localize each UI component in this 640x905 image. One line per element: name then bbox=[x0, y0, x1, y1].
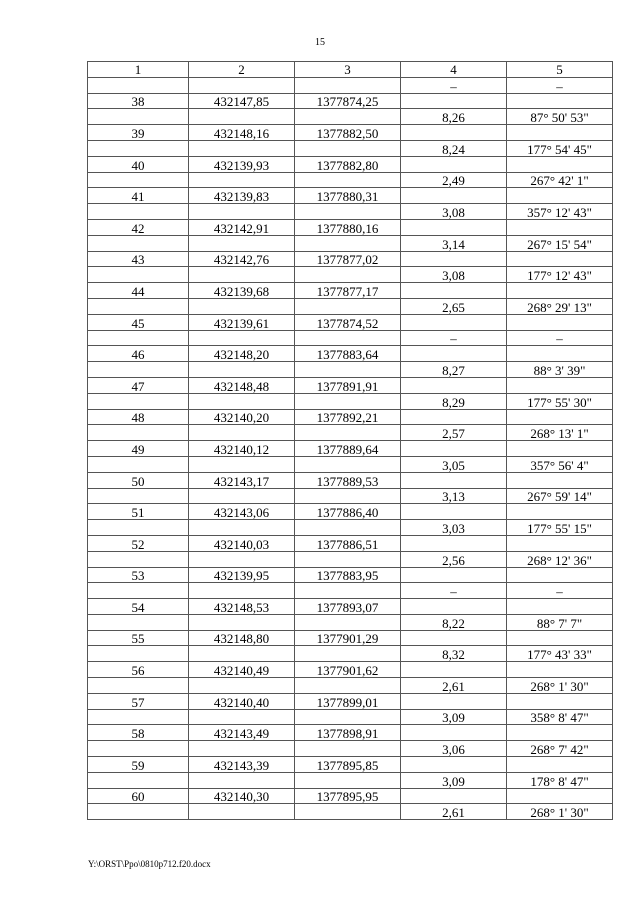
table-row bbox=[88, 709, 613, 725]
x-coordinate-cell bbox=[189, 298, 295, 314]
x-coordinate-cell bbox=[189, 109, 295, 125]
table-row bbox=[88, 614, 613, 630]
bearing-cell: 177° 55' 15" bbox=[507, 520, 613, 536]
bearing-cell: 87° 50' 53" bbox=[507, 109, 613, 125]
length-cell bbox=[401, 188, 507, 204]
point-number-cell bbox=[88, 109, 189, 125]
length-cell: 8,27 bbox=[401, 362, 507, 378]
x-coordinate-cell: 432140,12 bbox=[189, 441, 295, 457]
y-coordinate-cell bbox=[295, 330, 401, 346]
x-coordinate-cell: 432139,95 bbox=[189, 567, 295, 583]
table-row bbox=[88, 314, 613, 330]
length-cell bbox=[401, 377, 507, 393]
y-coordinate-cell bbox=[295, 678, 401, 694]
bearing-cell: 177° 12' 43" bbox=[507, 267, 613, 283]
y-coordinate-cell bbox=[295, 362, 401, 378]
y-coordinate-cell bbox=[295, 425, 401, 441]
bearing-cell bbox=[507, 757, 613, 773]
y-coordinate-cell: 1377901,62 bbox=[295, 662, 401, 678]
bearing-cell bbox=[507, 504, 613, 520]
length-cell: 2,49 bbox=[401, 172, 507, 188]
length-cell bbox=[401, 757, 507, 773]
y-coordinate-cell: 1377874,25 bbox=[295, 93, 401, 109]
length-cell bbox=[401, 314, 507, 330]
point-number-cell bbox=[88, 204, 189, 220]
bearing-cell: 267° 59' 14" bbox=[507, 488, 613, 504]
bearing-cell bbox=[507, 599, 613, 615]
point-number-cell bbox=[88, 140, 189, 156]
y-coordinate-cell bbox=[295, 614, 401, 630]
x-coordinate-cell bbox=[189, 204, 295, 220]
y-coordinate-cell: 1377899,01 bbox=[295, 693, 401, 709]
y-coordinate-cell bbox=[295, 140, 401, 156]
point-number-cell bbox=[88, 488, 189, 504]
y-coordinate-cell: 1377877,02 bbox=[295, 251, 401, 267]
x-coordinate-cell: 432140,03 bbox=[189, 535, 295, 551]
x-coordinate-cell: 432140,40 bbox=[189, 693, 295, 709]
x-coordinate-cell bbox=[189, 614, 295, 630]
point-number-cell: 39 bbox=[88, 125, 189, 141]
bearing-cell: 357° 56' 4" bbox=[507, 456, 613, 472]
footer-file-path: Y:\ORST\Ppo\0810p712.f20.docx bbox=[88, 859, 211, 869]
point-number-cell: 41 bbox=[88, 188, 189, 204]
y-coordinate-cell bbox=[295, 583, 401, 599]
table-row bbox=[88, 377, 613, 393]
table-row bbox=[88, 77, 613, 93]
length-cell: 3,05 bbox=[401, 456, 507, 472]
x-coordinate-cell bbox=[189, 520, 295, 536]
column-header-3: 3 bbox=[295, 62, 401, 78]
point-number-cell bbox=[88, 172, 189, 188]
table-row bbox=[88, 535, 613, 551]
x-coordinate-cell: 432140,20 bbox=[189, 409, 295, 425]
length-cell: 3,13 bbox=[401, 488, 507, 504]
table-row bbox=[88, 441, 613, 457]
bearing-cell bbox=[507, 693, 613, 709]
length-cell: – bbox=[401, 77, 507, 93]
length-cell: 2,56 bbox=[401, 551, 507, 567]
length-cell bbox=[401, 693, 507, 709]
table-row bbox=[88, 393, 613, 409]
bearing-cell: 267° 15' 54" bbox=[507, 235, 613, 251]
x-coordinate-cell bbox=[189, 772, 295, 788]
point-number-cell: 56 bbox=[88, 662, 189, 678]
point-number-cell bbox=[88, 614, 189, 630]
y-coordinate-cell: 1377892,21 bbox=[295, 409, 401, 425]
y-coordinate-cell: 1377882,50 bbox=[295, 125, 401, 141]
point-number-cell bbox=[88, 298, 189, 314]
y-coordinate-cell: 1377895,95 bbox=[295, 788, 401, 804]
length-cell: 8,32 bbox=[401, 646, 507, 662]
x-coordinate-cell: 432148,16 bbox=[189, 125, 295, 141]
column-header-1: 1 bbox=[88, 62, 189, 78]
y-coordinate-cell bbox=[295, 298, 401, 314]
table-row bbox=[88, 804, 613, 820]
point-number-cell: 47 bbox=[88, 377, 189, 393]
point-number-cell: 55 bbox=[88, 630, 189, 646]
point-number-cell bbox=[88, 267, 189, 283]
point-number-cell: 50 bbox=[88, 472, 189, 488]
x-coordinate-cell bbox=[189, 551, 295, 567]
coordinates-table bbox=[87, 61, 613, 820]
length-cell bbox=[401, 662, 507, 678]
x-coordinate-cell: 432147,85 bbox=[189, 93, 295, 109]
bearing-cell bbox=[507, 567, 613, 583]
x-coordinate-cell: 432140,30 bbox=[189, 788, 295, 804]
y-coordinate-cell bbox=[295, 709, 401, 725]
y-coordinate-cell bbox=[295, 172, 401, 188]
bearing-cell: 357° 12' 43" bbox=[507, 204, 613, 220]
point-number-cell: 38 bbox=[88, 93, 189, 109]
y-coordinate-cell: 1377901,29 bbox=[295, 630, 401, 646]
table-row bbox=[88, 456, 613, 472]
table-row bbox=[88, 283, 613, 299]
point-number-cell: 54 bbox=[88, 599, 189, 615]
y-coordinate-cell bbox=[295, 520, 401, 536]
x-coordinate-cell bbox=[189, 140, 295, 156]
bearing-cell: 178° 8' 47" bbox=[507, 772, 613, 788]
bearing-cell: 268° 13' 1" bbox=[507, 425, 613, 441]
length-cell: 2,65 bbox=[401, 298, 507, 314]
length-cell: – bbox=[401, 583, 507, 599]
length-cell: 2,61 bbox=[401, 678, 507, 694]
bearing-cell bbox=[507, 346, 613, 362]
bearing-cell bbox=[507, 472, 613, 488]
bearing-cell bbox=[507, 283, 613, 299]
point-number-cell bbox=[88, 362, 189, 378]
length-cell bbox=[401, 472, 507, 488]
bearing-cell: 177° 43' 33" bbox=[507, 646, 613, 662]
length-cell bbox=[401, 567, 507, 583]
x-coordinate-cell bbox=[189, 235, 295, 251]
table-row bbox=[88, 219, 613, 235]
y-coordinate-cell: 1377877,17 bbox=[295, 283, 401, 299]
table-row bbox=[88, 504, 613, 520]
y-coordinate-cell bbox=[295, 267, 401, 283]
y-coordinate-cell bbox=[295, 804, 401, 820]
bearing-cell bbox=[507, 535, 613, 551]
table-row bbox=[88, 346, 613, 362]
y-coordinate-cell: 1377898,91 bbox=[295, 725, 401, 741]
point-number-cell bbox=[88, 772, 189, 788]
table-body bbox=[88, 77, 613, 819]
length-cell bbox=[401, 535, 507, 551]
table-row bbox=[88, 630, 613, 646]
bearing-cell bbox=[507, 314, 613, 330]
point-number-cell bbox=[88, 709, 189, 725]
bearing-cell: – bbox=[507, 77, 613, 93]
point-number-cell: 59 bbox=[88, 757, 189, 773]
length-cell bbox=[401, 599, 507, 615]
y-coordinate-cell: 1377889,53 bbox=[295, 472, 401, 488]
point-number-cell bbox=[88, 520, 189, 536]
length-cell: 8,26 bbox=[401, 109, 507, 125]
y-coordinate-cell bbox=[295, 393, 401, 409]
table-row bbox=[88, 567, 613, 583]
length-cell: 3,08 bbox=[401, 267, 507, 283]
table-row bbox=[88, 93, 613, 109]
y-coordinate-cell: 1377883,95 bbox=[295, 567, 401, 583]
length-cell bbox=[401, 409, 507, 425]
table-row bbox=[88, 362, 613, 378]
point-number-cell bbox=[88, 393, 189, 409]
x-coordinate-cell bbox=[189, 330, 295, 346]
x-coordinate-cell bbox=[189, 583, 295, 599]
bearing-cell: 177° 54' 45" bbox=[507, 140, 613, 156]
bearing-cell bbox=[507, 409, 613, 425]
x-coordinate-cell: 432143,06 bbox=[189, 504, 295, 520]
table-row bbox=[88, 757, 613, 773]
table-row bbox=[88, 678, 613, 694]
y-coordinate-cell bbox=[295, 77, 401, 93]
point-number-cell: 58 bbox=[88, 725, 189, 741]
length-cell bbox=[401, 283, 507, 299]
y-coordinate-cell: 1377874,52 bbox=[295, 314, 401, 330]
y-coordinate-cell: 1377886,51 bbox=[295, 535, 401, 551]
x-coordinate-cell: 432139,68 bbox=[189, 283, 295, 299]
point-number-cell: 44 bbox=[88, 283, 189, 299]
y-coordinate-cell bbox=[295, 646, 401, 662]
point-number-cell bbox=[88, 425, 189, 441]
table-row bbox=[88, 646, 613, 662]
length-cell bbox=[401, 93, 507, 109]
y-coordinate-cell: 1377880,31 bbox=[295, 188, 401, 204]
table-row bbox=[88, 725, 613, 741]
bearing-cell: – bbox=[507, 330, 613, 346]
point-number-cell bbox=[88, 551, 189, 567]
column-header-2: 2 bbox=[189, 62, 295, 78]
bearing-cell bbox=[507, 725, 613, 741]
point-number-cell: 48 bbox=[88, 409, 189, 425]
length-cell: 3,08 bbox=[401, 204, 507, 220]
point-number-cell: 60 bbox=[88, 788, 189, 804]
bearing-cell: 268° 1' 30" bbox=[507, 804, 613, 820]
bearing-cell: 267° 42' 1" bbox=[507, 172, 613, 188]
point-number-cell bbox=[88, 583, 189, 599]
length-cell: 3,14 bbox=[401, 235, 507, 251]
bearing-cell: 88° 3' 39" bbox=[507, 362, 613, 378]
point-number-cell: 40 bbox=[88, 156, 189, 172]
point-number-cell bbox=[88, 330, 189, 346]
bearing-cell bbox=[507, 125, 613, 141]
bearing-cell bbox=[507, 219, 613, 235]
length-cell bbox=[401, 504, 507, 520]
y-coordinate-cell: 1377883,64 bbox=[295, 346, 401, 362]
bearing-cell bbox=[507, 377, 613, 393]
length-cell: 2,61 bbox=[401, 804, 507, 820]
length-cell: 8,22 bbox=[401, 614, 507, 630]
x-coordinate-cell bbox=[189, 488, 295, 504]
bearing-cell bbox=[507, 662, 613, 678]
table-row bbox=[88, 125, 613, 141]
point-number-cell: 45 bbox=[88, 314, 189, 330]
bearing-cell: 268° 29' 13" bbox=[507, 298, 613, 314]
y-coordinate-cell bbox=[295, 488, 401, 504]
length-cell bbox=[401, 219, 507, 235]
bearing-cell bbox=[507, 93, 613, 109]
table-row bbox=[88, 204, 613, 220]
length-cell bbox=[401, 441, 507, 457]
bearing-cell: 268° 1' 30" bbox=[507, 678, 613, 694]
x-coordinate-cell bbox=[189, 393, 295, 409]
y-coordinate-cell bbox=[295, 235, 401, 251]
x-coordinate-cell: 432148,20 bbox=[189, 346, 295, 362]
bearing-cell: 358° 8' 47" bbox=[507, 709, 613, 725]
x-coordinate-cell bbox=[189, 741, 295, 757]
y-coordinate-cell: 1377893,07 bbox=[295, 599, 401, 615]
y-coordinate-cell bbox=[295, 772, 401, 788]
x-coordinate-cell bbox=[189, 172, 295, 188]
y-coordinate-cell: 1377882,80 bbox=[295, 156, 401, 172]
bearing-cell: 88° 7' 7" bbox=[507, 614, 613, 630]
y-coordinate-cell bbox=[295, 204, 401, 220]
bearing-cell bbox=[507, 251, 613, 267]
x-coordinate-cell bbox=[189, 646, 295, 662]
point-number-cell: 52 bbox=[88, 535, 189, 551]
bearing-cell: 268° 7' 42" bbox=[507, 741, 613, 757]
x-coordinate-cell bbox=[189, 425, 295, 441]
x-coordinate-cell bbox=[189, 709, 295, 725]
table-row bbox=[88, 662, 613, 678]
x-coordinate-cell: 432143,49 bbox=[189, 725, 295, 741]
x-coordinate-cell bbox=[189, 804, 295, 820]
length-cell: 3,09 bbox=[401, 709, 507, 725]
x-coordinate-cell: 432139,93 bbox=[189, 156, 295, 172]
x-coordinate-cell: 432143,17 bbox=[189, 472, 295, 488]
table-row bbox=[88, 109, 613, 125]
y-coordinate-cell: 1377891,91 bbox=[295, 377, 401, 393]
table-row bbox=[88, 188, 613, 204]
y-coordinate-cell: 1377889,64 bbox=[295, 441, 401, 457]
point-number-cell bbox=[88, 646, 189, 662]
point-number-cell: 46 bbox=[88, 346, 189, 362]
length-cell: 2,57 bbox=[401, 425, 507, 441]
x-coordinate-cell bbox=[189, 77, 295, 93]
point-number-cell bbox=[88, 456, 189, 472]
bearing-cell bbox=[507, 188, 613, 204]
length-cell bbox=[401, 251, 507, 267]
x-coordinate-cell: 432148,48 bbox=[189, 377, 295, 393]
length-cell: 3,06 bbox=[401, 741, 507, 757]
bearing-cell bbox=[507, 788, 613, 804]
y-coordinate-cell bbox=[295, 456, 401, 472]
x-coordinate-cell: 432140,49 bbox=[189, 662, 295, 678]
x-coordinate-cell bbox=[189, 678, 295, 694]
point-number-cell: 51 bbox=[88, 504, 189, 520]
length-cell: 8,24 bbox=[401, 140, 507, 156]
x-coordinate-cell: 432143,39 bbox=[189, 757, 295, 773]
bearing-cell bbox=[507, 441, 613, 457]
table-row bbox=[88, 267, 613, 283]
x-coordinate-cell: 432148,80 bbox=[189, 630, 295, 646]
length-cell: 3,03 bbox=[401, 520, 507, 536]
table-row bbox=[88, 298, 613, 314]
bearing-cell bbox=[507, 156, 613, 172]
bearing-cell: – bbox=[507, 583, 613, 599]
point-number-cell bbox=[88, 804, 189, 820]
y-coordinate-cell: 1377895,85 bbox=[295, 757, 401, 773]
point-number-cell: 49 bbox=[88, 441, 189, 457]
y-coordinate-cell: 1377880,16 bbox=[295, 219, 401, 235]
table-row bbox=[88, 472, 613, 488]
length-cell: 3,09 bbox=[401, 772, 507, 788]
table-row bbox=[88, 788, 613, 804]
length-cell bbox=[401, 788, 507, 804]
point-number-cell bbox=[88, 678, 189, 694]
bearing-cell bbox=[507, 630, 613, 646]
point-number-cell bbox=[88, 235, 189, 251]
table-header-row bbox=[88, 62, 613, 78]
table-row bbox=[88, 409, 613, 425]
table-row bbox=[88, 741, 613, 757]
length-cell bbox=[401, 156, 507, 172]
length-cell bbox=[401, 725, 507, 741]
y-coordinate-cell bbox=[295, 109, 401, 125]
bearing-cell: 177° 55' 30" bbox=[507, 393, 613, 409]
x-coordinate-cell: 432139,83 bbox=[189, 188, 295, 204]
table-row bbox=[88, 520, 613, 536]
x-coordinate-cell bbox=[189, 456, 295, 472]
x-coordinate-cell: 432142,76 bbox=[189, 251, 295, 267]
table-row bbox=[88, 693, 613, 709]
bearing-cell: 268° 12' 36" bbox=[507, 551, 613, 567]
table-row bbox=[88, 425, 613, 441]
table-row bbox=[88, 172, 613, 188]
length-cell bbox=[401, 346, 507, 362]
point-number-cell: 53 bbox=[88, 567, 189, 583]
table-row bbox=[88, 235, 613, 251]
length-cell: – bbox=[401, 330, 507, 346]
x-coordinate-cell bbox=[189, 267, 295, 283]
point-number-cell bbox=[88, 77, 189, 93]
point-number-cell: 57 bbox=[88, 693, 189, 709]
table-row bbox=[88, 330, 613, 346]
x-coordinate-cell: 432148,53 bbox=[189, 599, 295, 615]
page-number: 15 bbox=[315, 37, 325, 48]
length-cell: 8,29 bbox=[401, 393, 507, 409]
length-cell bbox=[401, 630, 507, 646]
y-coordinate-cell bbox=[295, 551, 401, 567]
length-cell bbox=[401, 125, 507, 141]
x-coordinate-cell: 432142,91 bbox=[189, 219, 295, 235]
point-number-cell: 42 bbox=[88, 219, 189, 235]
y-coordinate-cell bbox=[295, 741, 401, 757]
table-row bbox=[88, 156, 613, 172]
table-row bbox=[88, 551, 613, 567]
table-row bbox=[88, 583, 613, 599]
y-coordinate-cell: 1377886,40 bbox=[295, 504, 401, 520]
x-coordinate-cell bbox=[189, 362, 295, 378]
column-header-5: 5 bbox=[507, 62, 613, 78]
table-row bbox=[88, 251, 613, 267]
table-row bbox=[88, 599, 613, 615]
point-number-cell: 43 bbox=[88, 251, 189, 267]
table-row bbox=[88, 140, 613, 156]
x-coordinate-cell: 432139,61 bbox=[189, 314, 295, 330]
table-row bbox=[88, 772, 613, 788]
column-header-4: 4 bbox=[401, 62, 507, 78]
point-number-cell bbox=[88, 741, 189, 757]
table-row bbox=[88, 488, 613, 504]
